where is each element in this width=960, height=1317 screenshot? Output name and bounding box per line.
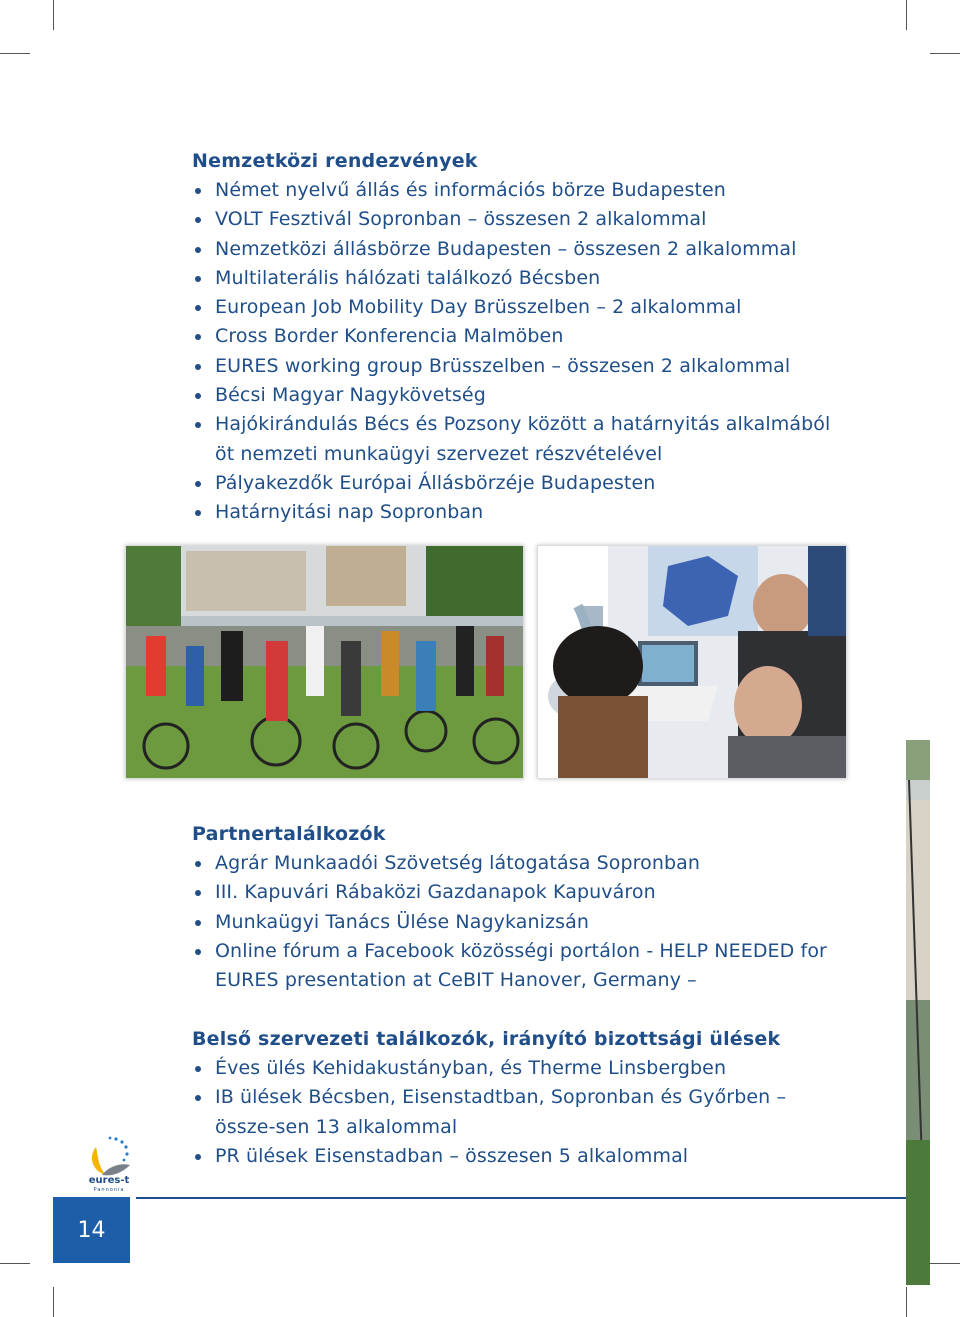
- page-number: 14: [53, 1197, 130, 1263]
- list-item: PR ülések Eisenstadban – összesen 5 alkalommal: [192, 1142, 852, 1171]
- list-item: Online fórum a Facebook közösségi portálon - HELP NEEDED for EURES presentation at CeBIT Hanover, Germany –: [192, 937, 852, 996]
- bullet-list: [192, 1054, 852, 1171]
- crop-mark: [0, 1263, 30, 1264]
- list-item: Éves ülés Kehidakustányban, és Therme Linsbergben: [192, 1054, 852, 1083]
- list-item: European Job Mobility Day Brüsszelben – 2 alkalommal: [192, 293, 852, 322]
- logo-subtitle: Pannonia: [93, 1187, 125, 1193]
- section-international-events: [192, 147, 852, 528]
- crop-mark: [930, 53, 960, 54]
- section-partner-meetings: [192, 820, 852, 995]
- cyclists-photo: [125, 545, 524, 779]
- bullet-list: [192, 849, 852, 995]
- list-item: Multilaterális hálózati találkozó Bécsben: [192, 264, 852, 293]
- list-item: VOLT Fesztivál Sopronban – összesen 2 alkalommal: [192, 205, 852, 234]
- list-item: IB ülések Bécsben, Eisenstadtban, Sopronban és Győrben – össze-sen 13 alkalommal: [192, 1083, 852, 1142]
- crop-mark: [906, 1287, 907, 1317]
- list-item: Nemzetközi állásbörze Budapesten – összesen 2 alkalommal: [192, 235, 852, 264]
- list-item: Agrár Munkaadói Szövetség látogatása Sopronban: [192, 849, 852, 878]
- list-item: Német nyelvű állás és információs börze Budapesten: [192, 176, 852, 205]
- bullet-list: [192, 176, 852, 528]
- list-item: Munkaügyi Tanács Ülése Nagykanizsán: [192, 908, 852, 937]
- section-title: Partnertalálkozók: [192, 823, 386, 845]
- eures-stand-photo: [537, 545, 847, 779]
- section-internal-meetings: [192, 1025, 852, 1171]
- crop-mark: [0, 53, 30, 54]
- list-item: Pályakezdők Európai Állásbörzéje Budapesten: [192, 469, 852, 498]
- logo-wordmark: eures-t: [88, 1175, 130, 1186]
- list-item: Határnyitási nap Sopronban: [192, 498, 852, 527]
- list-item: Bécsi Magyar Nagykövetség: [192, 381, 852, 410]
- crop-mark: [930, 1263, 960, 1264]
- crop-mark: [53, 0, 54, 30]
- section-title: Belső szervezeti találkozók, irányító bizottsági ülések: [192, 1028, 781, 1050]
- list-item: Cross Border Konferencia Malmöben: [192, 322, 852, 351]
- list-item: Hajókirándulás Bécs és Pozsony között a határnyitás alkalmából öt nemzeti munkaügyi szervezet részvételével: [192, 410, 852, 469]
- footer-divider: [136, 1197, 906, 1199]
- list-item: III. Kapuvári Rábaközi Gazdanapok Kapuváron: [192, 878, 852, 907]
- crop-mark: [906, 0, 907, 30]
- crop-mark: [53, 1287, 54, 1317]
- list-item: EURES working group Brüsszelben – összesen 2 alkalommal: [192, 352, 852, 381]
- section-title: Nemzetközi rendezvények: [192, 150, 478, 172]
- side-photo-strip: [906, 740, 930, 1285]
